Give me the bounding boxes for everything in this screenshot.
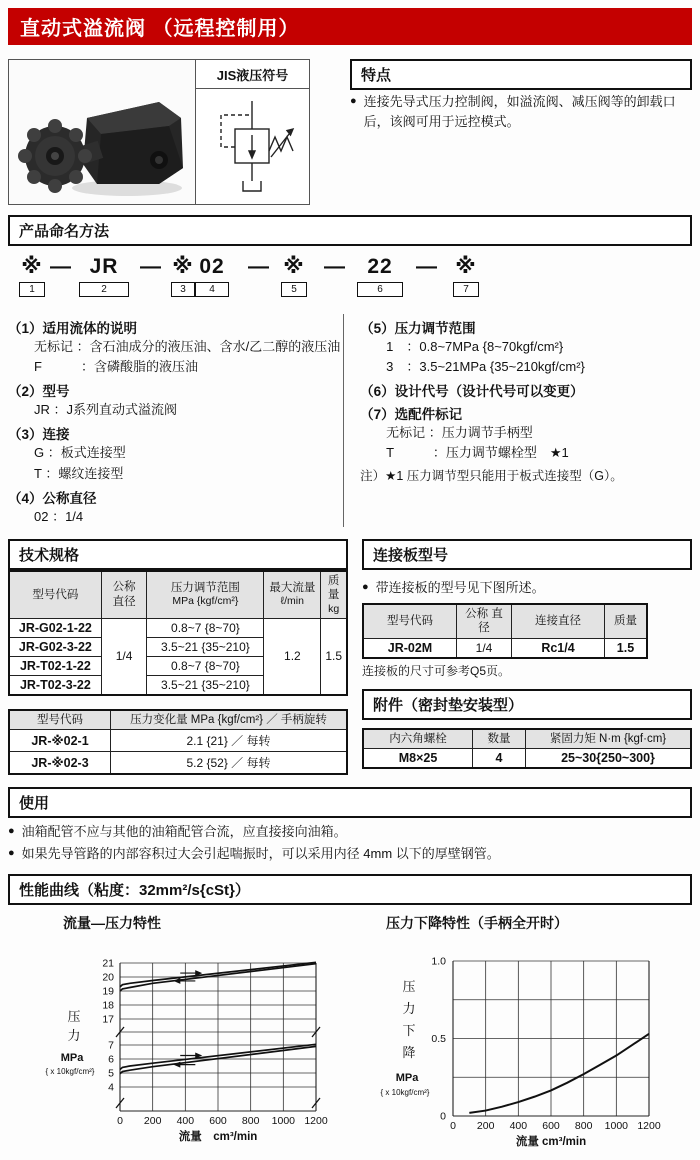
svg-text:19: 19 [102,985,114,998]
table-row: JR-G02-1-22 1/4 0.8~7 {8~70} 1.2 1.5 [9,618,347,637]
table-row: JR-T02-1-22 0.8~7 {8~70} [9,656,347,675]
code-part-4: 02 4 [196,254,228,297]
svg-text:17: 17 [102,1013,114,1026]
svg-text:0: 0 [117,1115,123,1128]
plate-table [362,603,648,659]
detail-line: 无标记 ：压力调节手柄型 [386,425,533,441]
code-part-7: ※ 7 [454,254,478,297]
table-row: JR-※02-1 2.1 {21} ／ 每转 [9,730,347,752]
table-row: JR-02M 1/4 Rc1/4 1.5 [363,638,647,658]
svg-text:200: 200 [476,1120,495,1133]
bullet-icon: ● [8,825,15,838]
col-header: 型号代码 [9,571,101,618]
detail-line: 1 ：0.8~7MPa {8~70kgf/cm²} [386,339,564,354]
detail-head: （1）适用流体的说明 [8,321,138,336]
detail-line: JR ：J系列直动式溢流阀 [34,402,178,418]
svg-text:流量 cm³/min: 流量 cm³/min [515,1136,587,1149]
naming-details-right [343,314,692,527]
detail-line: T ：压力调节螺栓型 ★1 [386,445,569,461]
svg-text:600: 600 [542,1120,560,1133]
detail-line: F ：含磷酸脂的液压油 [34,359,198,375]
jis-hydraulic-symbol-icon [196,89,309,204]
svg-text:0: 0 [450,1120,456,1133]
product-photo-panel [8,59,310,205]
svg-text:1000: 1000 [604,1120,629,1133]
code-part-1: ※ 1 [20,254,44,297]
col-header: 最大流量 ℓ/min [264,571,321,618]
svg-text:4: 4 [108,1081,114,1094]
table-row: JR-T02-3-22 3.5~21 {35~210} [9,675,347,695]
detail-head: （5）压力调节范围 [360,321,476,336]
bullet-icon: ● [362,580,369,593]
svg-text:MPa: MPa [395,1072,419,1085]
detail-line: G ：板式连接型 [34,445,126,461]
col-header: 紧固力矩 N·m {kgf·cm} [526,729,692,749]
naming-details-left [8,314,343,527]
detail-line: 02 ：1/4 [34,508,84,524]
naming-details [8,314,692,527]
feature-text: 连接先导式压力控制阀，如溢流阀、减压阀等的卸载口后，该阀可用于远控模式。 [363,94,676,130]
code-dash: — [50,255,71,278]
code-box-1: 1 [19,282,45,297]
svg-text:5: 5 [108,1067,114,1080]
accessory-table [362,728,692,769]
svg-text:力: 力 [402,1001,416,1017]
page-title: 直动式溢流阀 （远程控制用） [8,8,692,45]
svg-text:400: 400 [509,1120,528,1133]
col-header: 连接直径 [512,604,605,638]
middle-row [8,539,692,775]
code-box-3: 3 [171,282,195,297]
svg-text:1200: 1200 [304,1115,328,1128]
svg-text:力: 力 [67,1028,81,1044]
col-header: 公称 直径 [457,604,512,638]
handwheel [18,119,92,193]
col-header: 型号代码 [363,604,457,638]
code-box-2: 2 [79,282,129,297]
table-row: M8×25 4 25~30{250~300} [363,749,691,769]
code-dash: — [248,255,269,278]
curves-section [8,874,692,1160]
curves-title: 性能曲线（粘度：32mm²/s{cSt}） [8,874,692,905]
pressure-change-table [8,709,348,775]
table-row: JR-G02-3-22 3.5~21 {35~210} [9,637,347,656]
svg-text:1200: 1200 [637,1120,661,1133]
svg-text:800: 800 [574,1120,593,1133]
svg-text:20: 20 [102,971,114,984]
code-box-6: 6 [357,282,403,297]
features-section [350,59,692,205]
code-dash: — [140,255,161,278]
chart-title: 压力下降特性（手柄全开时） [386,915,568,932]
usage-section [8,787,692,864]
plate-note: 连接板的尺寸可参考Q5页。 [362,663,511,678]
col-header: 内六角螺栓 [363,729,473,749]
col-header: 质量 kg [321,571,347,618]
bullet-icon: ● [350,95,357,107]
code-part-3: ※ 3 [172,255,194,296]
plate-title: 连接板型号 [362,539,692,570]
jis-symbol-panel [196,60,309,204]
code-box-7: 7 [453,282,479,297]
flow-pressure-chart-block [8,909,353,1160]
top-row [8,59,692,205]
svg-text:200: 200 [143,1115,162,1128]
usage-bullet: ● 如果先导管路的内部容积过大会引起喘振时，可以采用内径 4mm 以下的厚壁钢管。 [8,844,692,864]
detail-head: （7）选配件标记 [360,407,463,423]
code-box-4: 4 [195,282,229,297]
table-row: JR-※02-3 5.2 {52} ／ 每转 [9,752,347,775]
detail-head: （3）连接 [8,427,70,443]
chart-title: 流量—压力特性 [63,915,161,932]
svg-text:800: 800 [241,1115,260,1128]
code-dash: — [324,255,345,278]
svg-text:{ x 10kgf/cm²}: { x 10kgf/cm²} [380,1088,430,1098]
col-header: 型号代码 [9,710,111,730]
svg-text:1.0: 1.0 [431,955,446,968]
col-header: 质量 [605,604,648,638]
detail-line: 无标记 ：含石油成分的液压油、含水/乙二醇的液压油 [34,339,341,354]
flow-pressure-chart [8,933,353,1155]
naming-section [8,215,692,527]
svg-text:0: 0 [440,1110,446,1123]
svg-text:6: 6 [108,1053,114,1066]
detail-head: （2）型号 [8,384,70,400]
plate-bullet-text: 带连接板的型号见下图所述。 [375,579,545,595]
bullet-icon: ● [8,847,15,860]
svg-text:压: 压 [402,979,416,995]
svg-text:7: 7 [108,1039,114,1052]
code-box-5: 5 [281,282,307,297]
detail-head: （4）公称直径 [8,490,97,506]
svg-text:降: 降 [402,1045,416,1061]
specs-column [8,539,348,775]
col-header: 公称 直径 [101,571,147,618]
pressure-drop-chart [361,933,691,1155]
code-dash: — [416,255,437,278]
usage-bullet: ● 油箱配管不应与其他的油箱配管合流，应直接接向油箱。 [8,822,692,842]
svg-text:下: 下 [402,1023,416,1039]
svg-text:1000: 1000 [271,1115,296,1128]
jis-symbol-label: JIS液压符号 [196,60,309,89]
detail-head: （6）设计代号（设计代号可以变更） [360,384,584,400]
code-part-5: ※ 5 [282,254,306,297]
code-part-6: 22 6 [358,254,402,297]
col-header: 数量 [473,729,526,749]
pressure-drop-chart-block [361,909,691,1160]
svg-text:21: 21 [102,957,114,970]
usage-title: 使用 [8,787,692,818]
svg-text:MPa: MPa [60,1052,84,1065]
svg-text:{ x 10kgf/cm²}: { x 10kgf/cm²} [45,1067,95,1077]
svg-text:18: 18 [102,999,114,1012]
naming-note: 注）★1 压力调节型只能用于板式连接型（G）。 [360,468,623,483]
valve-photo [9,60,196,204]
accessory-title: 附件（密封垫安装型） [362,689,692,720]
col-header: 压力调节范围 MPa {kgf/cm²} [147,571,264,618]
feature-bullet [350,92,692,132]
svg-text:400: 400 [176,1115,195,1128]
svg-text:0.5: 0.5 [431,1033,446,1046]
plate-bullet [362,578,692,598]
valve-photo-image [9,60,193,204]
specs-table [8,570,348,696]
code-part-2: JR 2 [80,254,128,297]
detail-line: 3 ：3.5~21MPa {35~210kgf/cm²} [386,359,585,375]
plate-column [362,539,692,775]
specs-title: 技术规格 [8,539,348,570]
detail-line: T ：螺纹连接型 [34,465,124,481]
svg-text:600: 600 [209,1115,227,1128]
features-title: 特点 [350,59,692,90]
col-header: 压力变化量 MPa {kgf/cm²} ／ 手柄旋转 [111,710,348,730]
naming-title: 产品命名方法 [8,215,692,246]
svg-text:流量 cm³/min: 流量 cm³/min [178,1131,258,1144]
charts-row [8,909,692,1160]
svg-text:压: 压 [67,1009,81,1025]
model-code-row [8,254,692,306]
